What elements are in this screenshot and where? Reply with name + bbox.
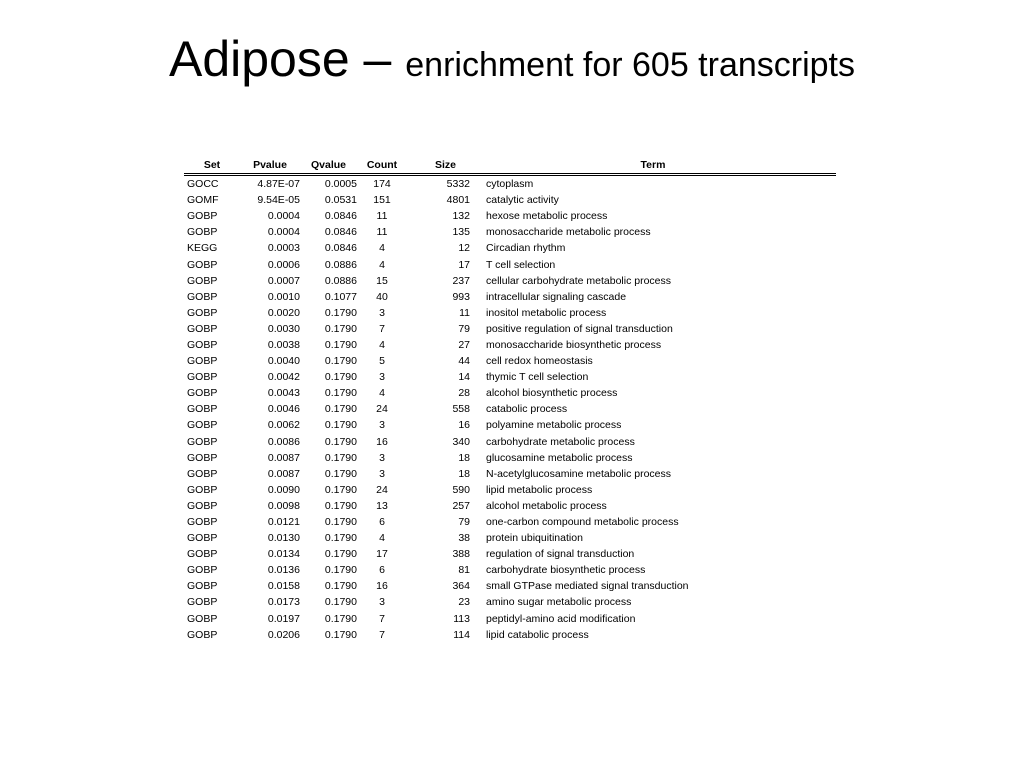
cell-set: GOCC [187,178,219,191]
cell-qvalue: 0.1790 [324,371,357,384]
cell-term: polyamine metabolic process [486,419,622,432]
cell-pvalue: 0.0158 [267,580,300,593]
cell-count: 4 [379,532,385,545]
cell-count: 15 [376,274,388,287]
cell-qvalue: 0.1790 [324,435,357,448]
enrichment-table-container [184,158,836,643]
cell-count: 4 [379,242,385,255]
table-row [184,353,836,369]
table-row [184,417,836,433]
table-row [184,450,836,466]
cell-pvalue: 0.0098 [267,499,300,512]
cell-count: 3 [379,451,385,464]
cell-qvalue: 0.1790 [324,306,357,319]
cell-count: 6 [379,564,385,577]
cell-pvalue: 0.0087 [267,467,300,480]
cell-size: 81 [458,564,470,577]
table-row [184,305,836,321]
cell-set: GOBP [187,322,218,335]
table-row [184,562,836,578]
cell-pvalue: 0.0136 [267,564,300,577]
cell-term: lipid catabolic process [486,628,589,641]
table-row [184,240,836,256]
cell-size: 44 [458,355,470,368]
cell-qvalue: 0.1790 [324,532,357,545]
table-row [184,466,836,482]
cell-term: hexose metabolic process [486,210,608,223]
cell-term: monosaccharide metabolic process [486,226,651,239]
cell-set: GOBP [187,548,218,561]
cell-term: regulation of signal transduction [486,548,635,561]
cell-count: 24 [376,483,388,496]
cell-set: GOBP [187,338,218,351]
table-row [184,578,836,594]
cell-size: 14 [458,371,470,384]
cell-term: inositol metabolic process [486,306,607,319]
cell-term: small GTPase mediated signal transduction [486,580,689,593]
cell-pvalue: 0.0004 [267,210,300,223]
table-row [184,369,836,385]
cell-size: 18 [458,451,470,464]
cell-size: 364 [452,580,470,593]
cell-qvalue: 0.1790 [324,548,357,561]
cell-set: GOBP [187,483,218,496]
column-header-term: Term [470,158,836,175]
cell-pvalue: 0.0007 [267,274,300,287]
title-subtitle: enrichment for 605 transcripts [405,46,856,84]
cell-set: GOBP [187,403,218,416]
cell-pvalue: 0.0206 [267,628,300,641]
cell-term: cytoplasm [486,178,534,191]
table-row [184,530,836,546]
cell-pvalue: 0.0038 [267,338,300,351]
table-row [184,385,836,401]
cell-qvalue: 0.1790 [324,499,357,512]
cell-size: 132 [452,210,470,223]
cell-size: 558 [452,403,470,416]
table-row [184,192,836,208]
cell-count: 7 [379,322,385,335]
cell-pvalue: 0.0004 [267,226,300,239]
cell-size: 590 [452,483,470,496]
cell-count: 3 [379,419,385,432]
cell-term: catalytic activity [486,194,559,207]
cell-size: 16 [458,419,470,432]
cell-size: 38 [458,532,470,545]
cell-size: 114 [453,628,470,641]
cell-size: 135 [452,226,470,239]
column-header-set: Set [184,158,240,175]
column-header-size: Size [407,158,470,175]
cell-qvalue: 0.1790 [324,451,357,464]
cell-term: lipid metabolic process [486,483,593,496]
cell-count: 17 [376,548,388,561]
cell-set: GOBP [187,467,218,480]
table-row [184,498,836,514]
cell-pvalue: 9.54E-05 [257,194,300,207]
cell-pvalue: 0.0020 [267,306,300,319]
cell-pvalue: 0.0042 [267,371,300,384]
cell-count: 3 [379,467,385,480]
cell-pvalue: 0.0003 [267,242,300,255]
cell-set: GOBP [187,274,218,287]
cell-set: GOBP [187,371,218,384]
cell-pvalue: 0.0040 [267,355,300,368]
cell-size: 79 [458,322,470,335]
cell-qvalue: 0.1790 [324,596,357,609]
cell-qvalue: 0.1790 [324,403,357,416]
cell-pvalue: 0.0173 [267,596,300,609]
enrichment-table [184,158,836,643]
cell-size: 340 [452,435,470,448]
cell-pvalue: 0.0043 [267,387,300,400]
table-header [184,158,836,175]
cell-pvalue: 0.0030 [267,322,300,335]
cell-pvalue: 0.0134 [267,548,300,561]
cell-size: 27 [458,338,470,351]
cell-term: intracellular signaling cascade [486,290,627,303]
cell-count: 5 [379,355,385,368]
cell-qvalue: 0.0531 [324,194,357,207]
cell-count: 4 [379,258,385,271]
cell-set: GOBP [187,290,218,303]
table-row [184,208,836,224]
cell-count: 40 [376,290,388,303]
cell-size: 4801 [446,194,470,207]
cell-pvalue: 0.0046 [267,403,300,416]
column-header-pvalue: Pvalue [240,158,300,175]
cell-term: N-acetylglucosamine metabolic process [486,467,671,480]
cell-set: GOBP [187,435,218,448]
cell-qvalue: 0.1790 [324,467,357,480]
cell-term: alcohol biosynthetic process [486,387,618,400]
cell-pvalue: 0.0130 [267,532,300,545]
cell-set: GOBP [187,532,218,545]
table-body [184,175,836,643]
cell-qvalue: 0.1790 [324,483,357,496]
table-row [184,273,836,289]
cell-pvalue: 0.0121 [267,516,300,529]
table-row [184,224,836,240]
cell-term: positive regulation of signal transduction [486,322,673,335]
cell-count: 3 [379,596,385,609]
cell-qvalue: 0.1790 [324,387,357,400]
table-row [184,289,836,305]
cell-term: carbohydrate metabolic process [486,435,635,448]
cell-set: GOBP [187,451,218,464]
cell-size: 388 [452,548,470,561]
table-row [184,482,836,498]
cell-set: GOBP [187,580,218,593]
cell-size: 23 [458,596,470,609]
cell-qvalue: 0.0846 [324,226,357,239]
cell-qvalue: 0.0005 [324,178,357,191]
table-row [184,337,836,353]
cell-set: GOBP [187,628,218,641]
cell-qvalue: 0.0846 [324,242,357,255]
cell-size: 17 [458,258,470,271]
cell-qvalue: 0.1790 [324,580,357,593]
cell-term: cellular carbohydrate metabolic process [486,274,672,287]
cell-term: carbohydrate biosynthetic process [486,564,646,577]
cell-count: 3 [379,371,385,384]
table-row [184,546,836,562]
cell-qvalue: 0.1790 [324,338,357,351]
cell-qvalue: 0.1790 [324,516,357,529]
cell-count: 16 [376,435,388,448]
cell-count: 16 [376,580,388,593]
table-row [184,256,836,272]
table-row [184,594,836,610]
cell-term: amino sugar metabolic process [486,596,632,609]
cell-set: GOBP [187,516,218,529]
header-row [184,158,836,175]
cell-term: monosaccharide biosynthetic process [486,338,662,351]
cell-count: 24 [376,403,388,416]
table-row [184,434,836,450]
cell-count: 6 [379,516,385,529]
cell-size: 11 [459,306,470,319]
cell-size: 257 [452,499,470,512]
cell-size: 12 [458,242,470,255]
cell-size: 5332 [446,178,470,191]
cell-count: 11 [376,226,388,239]
cell-set: GOBP [187,499,218,512]
cell-qvalue: 0.1790 [324,612,357,625]
cell-count: 13 [376,499,388,512]
column-header-count: Count [357,158,407,175]
cell-qvalue: 0.0846 [324,210,357,223]
cell-qvalue: 0.1790 [324,322,357,335]
cell-set: GOBP [187,306,218,319]
cell-count: 151 [373,194,391,207]
cell-count: 11 [376,210,388,223]
cell-qvalue: 0.1790 [324,564,357,577]
cell-set: GOMF [187,194,219,207]
cell-pvalue: 0.0087 [267,451,300,464]
table-row [184,321,836,337]
cell-pvalue: 0.0086 [267,435,300,448]
cell-set: GOBP [187,564,218,577]
cell-pvalue: 0.0006 [267,258,300,271]
cell-set: GOBP [187,612,218,625]
cell-term: glucosamine metabolic process [486,451,633,464]
cell-size: 113 [453,612,470,625]
cell-term: thymic T cell selection [486,371,589,384]
cell-pvalue: 0.0197 [267,612,300,625]
cell-qvalue: 0.1790 [324,419,357,432]
cell-size: 993 [452,290,470,303]
cell-set: GOBP [187,226,218,239]
cell-pvalue: 4.87E-07 [257,178,300,191]
cell-qvalue: 0.1077 [324,290,357,303]
table-row [184,611,836,627]
cell-count: 7 [379,612,385,625]
cell-set: GOBP [187,258,218,271]
cell-qvalue: 0.0886 [324,274,357,287]
cell-count: 4 [379,338,385,351]
title-main: Adipose – [168,31,406,87]
cell-size: 237 [452,274,470,287]
cell-count: 4 [379,387,385,400]
cell-set: GOBP [187,596,218,609]
cell-term: cell redox homeostasis [486,355,593,368]
cell-pvalue: 0.0010 [267,290,300,303]
cell-count: 3 [379,306,385,319]
cell-term: T cell selection [486,258,556,271]
cell-set: GOBP [187,210,218,223]
cell-set: GOBP [187,355,218,368]
cell-qvalue: 0.1790 [324,628,357,641]
cell-size: 79 [458,516,470,529]
cell-set: GOBP [187,419,218,432]
cell-size: 28 [458,387,470,400]
cell-term: peptidyl-amino acid modification [486,612,636,625]
cell-term: protein ubiquitination [486,532,583,545]
cell-set: GOBP [187,387,218,400]
slide-title [0,32,1024,87]
cell-set: KEGG [187,242,218,255]
table-row [184,514,836,530]
cell-qvalue: 0.0886 [324,258,357,271]
column-header-qvalue: Qvalue [300,158,357,175]
cell-term: one-carbon compound metabolic process [486,516,679,529]
cell-term: Circadian rhythm [486,242,566,255]
table-row [184,175,836,193]
cell-qvalue: 0.1790 [324,355,357,368]
table-row [184,401,836,417]
cell-count: 174 [373,178,391,191]
cell-term: catabolic process [486,403,568,416]
cell-size: 18 [458,467,470,480]
cell-term: alcohol metabolic process [486,499,607,512]
cell-count: 7 [379,628,385,641]
cell-pvalue: 0.0062 [267,419,300,432]
table-row [184,627,836,643]
cell-pvalue: 0.0090 [267,483,300,496]
